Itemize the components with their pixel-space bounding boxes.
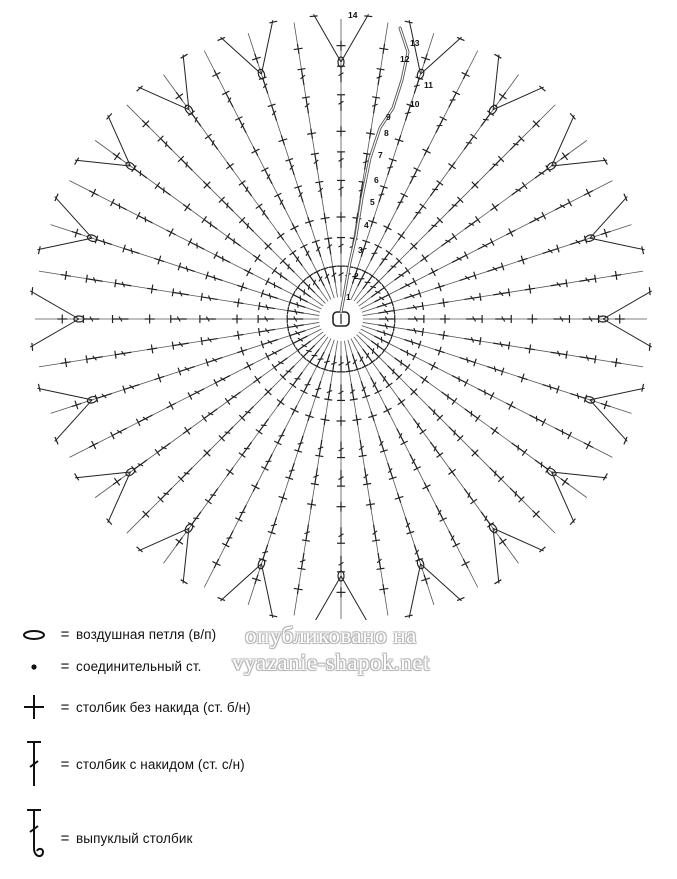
legend-label-slip: соединительный ст. — [76, 659, 202, 674]
stitch-spoke — [294, 341, 338, 616]
row-number-label: 10 — [410, 99, 420, 109]
start-chain-path — [341, 28, 408, 312]
stitch-spoke — [137, 54, 328, 301]
row-number-label: 1 — [346, 292, 351, 302]
stitch-spoke — [354, 337, 545, 584]
stitch-spoke — [362, 194, 645, 313]
stitch-spoke — [204, 339, 331, 588]
legend-equals: = — [60, 829, 70, 847]
center-ring — [333, 312, 349, 326]
chain-stitch-icon — [14, 628, 54, 642]
row-number-label: 9 — [386, 112, 391, 122]
legend-equals: = — [60, 658, 70, 675]
stitch-spoke — [75, 113, 324, 306]
stitch-spoke — [357, 335, 556, 534]
legend-item-single-crochet — [14, 692, 251, 722]
stitch-spoke — [39, 322, 319, 367]
row-number-label: 3 — [358, 245, 363, 255]
legend — [0, 620, 677, 879]
stitch-spoke — [310, 14, 373, 297]
stitch-spoke — [363, 271, 643, 316]
legend-equals: = — [60, 698, 70, 716]
stitch-spoke — [362, 326, 645, 445]
legend-item-post-stitch — [14, 806, 193, 870]
stitch-spoke — [348, 340, 465, 618]
row-number-label: 6 — [374, 175, 379, 185]
stitch-spoke — [37, 194, 320, 313]
legend-label-post-stitch: выпуклый столбик — [76, 830, 193, 846]
legend-item-double-crochet — [14, 738, 245, 790]
row-number-label: 4 — [364, 220, 369, 230]
stitch-spoke — [75, 332, 324, 525]
stitch-spoke — [354, 54, 545, 301]
stitch-spoke — [294, 23, 338, 298]
watermark-line-1: опубликовано на — [245, 623, 417, 648]
row-number-label: 5 — [370, 197, 375, 207]
stitch-spoke — [310, 341, 373, 620]
legend-item-chain — [14, 626, 216, 643]
stitch-spoke — [359, 113, 608, 306]
stitch-spoke — [127, 335, 326, 534]
stitch-spoke — [127, 105, 326, 304]
stitch-spoke — [39, 271, 319, 316]
slip-stitch-icon — [14, 660, 54, 674]
stitch-spoke — [344, 341, 388, 616]
watermark-line-2: vyazanie-shapok.net — [232, 650, 430, 675]
legend-label-chain: воздушная петля (в/п) — [76, 627, 217, 642]
row-number-label: 14 — [348, 10, 358, 20]
row-number-label: 12 — [400, 54, 410, 64]
single-crochet-icon — [14, 692, 54, 722]
row-number-label: 7 — [378, 150, 383, 160]
row-number-labels — [346, 10, 433, 302]
stitch-spoke — [204, 51, 331, 300]
stitch-spoke — [69, 329, 321, 457]
stitch-spoke — [361, 329, 613, 457]
legend-equals: = — [60, 626, 70, 643]
legend-equals: = — [60, 755, 70, 773]
legend-label-single-crochet: столбик без накида (ст. б/н) — [76, 699, 251, 715]
row-number-label: 13 — [410, 38, 420, 48]
stitch-spoke — [361, 181, 613, 309]
row-number-label: 8 — [384, 128, 389, 138]
stitch-spoke — [351, 51, 478, 300]
double-crochet-icon — [14, 738, 54, 790]
legend-item-slip — [14, 658, 201, 675]
stitch-spoke — [69, 181, 321, 309]
stitch-spoke — [137, 337, 328, 584]
row-number-label: 11 — [424, 80, 433, 90]
stitch-spoke — [30, 287, 319, 351]
stitch-spoke — [218, 20, 335, 298]
stitch-spoke — [359, 332, 608, 525]
legend-label-double-crochet: столбик с накидом (ст. с/н) — [76, 756, 245, 772]
row-number-label: 2 — [354, 271, 359, 281]
stitch-spoke — [363, 287, 652, 351]
stitch-spoke — [351, 339, 478, 588]
stitch-spoke — [363, 322, 643, 367]
post-stitch-icon — [14, 806, 54, 870]
stitch-spoke — [37, 326, 320, 445]
stitch-spoke — [218, 340, 335, 618]
